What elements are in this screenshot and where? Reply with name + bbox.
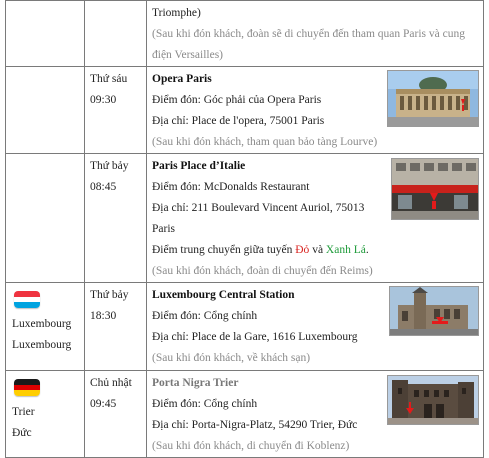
green-line-label: Xanh Lá [325, 244, 366, 256]
time-label: 09:45 [90, 398, 117, 410]
address-line: Địa chỉ: Place de la Gare, 1616 Luxembourg [152, 331, 358, 343]
time-cell [85, 67, 147, 154]
note-text: (Sau khi đón khách, tham quan bảo tàng Lourve) [152, 136, 378, 148]
day-label: Chủ nhật [90, 377, 132, 389]
time-label: 08:45 [90, 181, 117, 193]
pickup-line: Điểm đón: McDonalds Restaurant [152, 181, 310, 193]
opera-paris-photo [387, 70, 479, 127]
luxembourg-flag [14, 291, 40, 308]
details-cell [147, 371, 484, 458]
location-cell [6, 1, 85, 67]
stop-title: Paris Place d’Italie [152, 160, 246, 172]
address-line: Địa chỉ: 211 Boulevard Vincent Auriol, 75013 Paris [152, 202, 365, 235]
stop-title: Porta Nigra Trier [152, 377, 239, 389]
germany-flag [14, 379, 40, 396]
schedule-table [5, 0, 484, 458]
details-cell [147, 283, 484, 371]
location-label: Luxembourg [12, 318, 72, 330]
pickup-line: Điểm đón: Cổng chính [152, 398, 258, 410]
location-cell [6, 154, 85, 283]
table-row [6, 371, 484, 458]
location-cell [6, 371, 85, 458]
table-row [6, 1, 484, 67]
mcdonalds-photo [391, 158, 479, 220]
time-label: 18:30 [90, 310, 117, 322]
red-line-label: Đỏ [295, 244, 310, 256]
day-label: Thứ sáu [90, 73, 128, 85]
day-label: Thứ bảy [90, 160, 129, 172]
note-text: (Sau khi đón khách, đoàn di chuyển đến Reims) [152, 265, 373, 277]
stop-title: Opera Paris [152, 73, 212, 85]
time-cell [85, 1, 147, 67]
stop-title: Luxembourg Central Station [152, 289, 295, 301]
porta-nigra-photo [387, 375, 479, 425]
time-label: 09:30 [90, 94, 117, 106]
location-cell [6, 67, 85, 154]
time-cell [85, 283, 147, 371]
table-row [6, 154, 484, 283]
note-text: (Sau khi đón khách, đoàn sẽ di chuyển đến tham quan Paris và cung điện Versailles) [152, 28, 465, 61]
luxembourg-station-photo [389, 286, 479, 336]
details-cell [147, 154, 484, 283]
pickup-line: Điểm đón: Cổng chính [152, 310, 258, 322]
table-row [6, 67, 484, 154]
note-text: (Sau khi đón khách, về khách sạn) [152, 352, 311, 364]
details-cell [147, 67, 484, 154]
location-cell [6, 283, 85, 371]
table-row [6, 283, 484, 371]
detail-line: Triomphe) [152, 7, 201, 19]
address-line: Địa chỉ: Porta-Nigra-Platz, 54290 Trier, Đức [152, 419, 358, 431]
address-line: Địa chỉ: Place de l'opera, 75001 Paris [152, 115, 325, 127]
transfer-line: Điểm trung chuyển giữa tuyến Đỏ và Xanh Lá. [152, 244, 369, 256]
details-cell [147, 1, 484, 67]
day-label: Thứ bảy [90, 289, 129, 301]
location-label: Trier [12, 406, 35, 418]
country-label: Luxembourg [12, 339, 72, 351]
time-cell [85, 154, 147, 283]
pickup-line: Điểm đón: Góc phải của Opera Paris [152, 94, 322, 106]
time-cell [85, 371, 147, 458]
country-label: Đức [12, 427, 32, 439]
note-text: (Sau khi đón khách, di chuyển đi Koblenz) [152, 440, 350, 452]
